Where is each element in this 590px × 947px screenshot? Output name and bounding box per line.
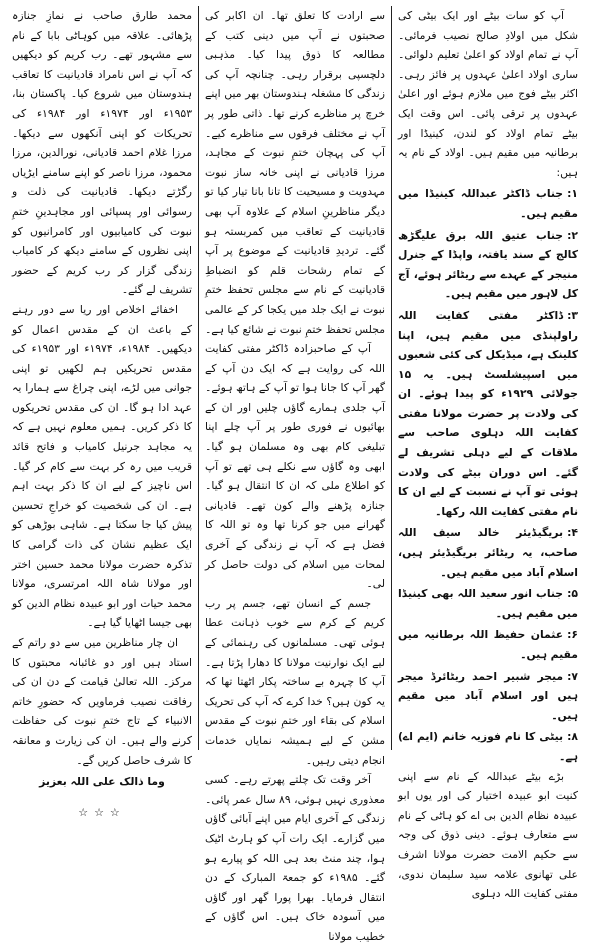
column-right [392, 6, 584, 901]
column-middle [199, 6, 392, 943]
paragraph: بڑے بیٹے عبداللہ کے نام سے اپنی کنیت ابو عبیدہ اختیار کی اور یوں ابو عبیدہ نظام الدین بی اے کو ہاٹی کے نام سے متعارف ہوئے۔ دینی ذوق کی وجہ سے حکیم الامت حضرت مولانا اشرف علی تھانوی علامہ سید سلیمان ندوی، مفتی کفایت اللہ دہلوی [398, 769, 578, 901]
list-item-text: عثمان حفیظ اللہ برطانیہ میں مقیم ہیں۔ [398, 628, 578, 661]
list-item-number: ۳: [567, 308, 578, 322]
list-item [398, 625, 578, 664]
paragraph: سے ارادت کا تعلق تھا۔ ان اکابر کی صحبتوں نے آپ میں دینی کتب کے مطالعہ کا ذوق پیدا کیا۔ مذہبی دلچسپی برقرار رہی۔ چنانچہ آپ کی زندگی کا مشغلہ ہندوستان بھر میں اپنے خرچ پر مناظرے کرنے تھا۔ ذاتی طور پر آپ نے مختلف فرقوں سے مناظرے کیے۔ آپ کی پہچان ختمِ نبوت کے مجاہد، مرزا قادیانی نے اپنی خانہ ساز نبوت مہدویت و مسیحیت کا تانا بانا تیار کیا تو دیگر مناظرینِ اسلام کے علاوہ آپ بھی قادیانیت کے تعاقب میں کمربستہ ہو گئے۔ تردیدِ قادیانیت کے موضوع پر آپ کے تمام رشحات قلم کو انضباطِ قادیانیت کے نام سے مجلس تحفظ ختمِ نبوت نے ایک جلد میں یکجا کر کے عالمی مجلس تحفظ ختمِ نبوت نے شائع کیا ہے۔ [204, 9, 385, 336]
list-item-text: جناب ڈاکٹر عبداللہ کینیڈا میں مقیم ہیں۔ [398, 187, 578, 220]
paragraph: جسم کے انسان تھے، جسم پر رب کریم کے کرم سے خوب ذہانت عطا ہوئی تھی۔ مسلمانوں کی رہنمائی کے لیے ایک نوارنیت مولانا کا دھارا پڑتا ہے۔ آپ کا چہرہ بے ساختہ پکار اٹھتا تھا کہ یہ کون ہیں؟ خدا کرے کہ آپ کی تحریک اسلام کی بقاء اور ختمِ نبوت کے مقدس مشن کے لیے ہمیشہ نمایاں خدمات انجام دیتی رہیں۔ [205, 596, 385, 767]
paragraph: آپ کے صاحبزادہ ڈاکٹر مفتی کفایت اللہ کی روایت ہے کہ ایک دن آپ کے گھر آپ کا جانا ہوا تو آپ کے ہاتھ ہوئے۔ آپ جلدی ہمارے گاؤں چلیں اور ان کے بھائیوں نے فوری طور پر آپ چلے اپنا تبلیغی کام بھی وہ مسلمان ہو گیا۔ ابھی وہ گاؤں سے نکلے ہی تھے تو آپ کو اطلاع ملی کہ ان کا انتقال ہو گیا۔ جنازہ پڑھنے والے کون تھے۔ قادیانی گھرانے میں جو کرنا تھا وہ تو اللہ کا فضل ہے کہ آپ نے زندگی کے آخری لمحات میں اسلام کی دولت حاصل کر لی۔ [205, 342, 385, 591]
list-item [398, 523, 578, 582]
list-item-number: ۵: [567, 587, 578, 601]
list-item-text: بریگیڈیئر خالد سیف اللہ صاحب، یہ ریٹائر بریگیڈیئر ہیں، اسلام آباد میں مقیم ہیں۔ [398, 526, 578, 579]
paragraph: ان چار مناظرین میں سے دو راتم کے استاد ہیں اور دو غائبانہ محبتوں کا مرکز۔ اللہ تعالیٰ قیامت کے دن ان کی رفاقت نصیب فرماویں کہ حضورِ خاتم الانبیاء کے تاج ختمِ نبوت کی حفاظت کرنے والے ہیں۔ ان کی زیارت و معانقہ کا شرف حاصل کریں گے۔ [12, 636, 192, 767]
children-list [398, 184, 578, 766]
list-item-text: جناب انور سعید اللہ بھی کینیڈا میں مقیم ہیں۔ [398, 587, 578, 620]
closing-verse: وما ذالک علی اللہ بعزیز [39, 775, 165, 789]
paragraph: اخفائے اخلاص اور ریا سے دور رہنے کے باعث ان کے مقدس اعمال کو دیکھیں۔ ۱۹۸۴ء، ۱۹۷۴ء اور ۱۹۵۳ء کی مقدس تحریکیں ہم لکھیں تو اپنی جوانی میں لڑے، اپنی چراغ سے ہمارا یہ عہد ادا ہو گا۔ ان کی مقدس تحریکوں کا ذکر کریں۔ ہمیں معلوم نہیں ہے کہ یہ مجاہد جرنیل کامیاب و فاتح قائد قریب میں رہ کر بہت سے کام کر گیا۔ اس ناچیز کے لیے ان کا ذکر بہت اہم ہے۔ ان کی شخصیت کو خراجِ تحسین پیش کیا جا سکتا ہے۔ شاہی بوڑھی کو ایک عظیم نشان کی ذات گرامی کا تذکرہ حضرت مولانا محمد حسین اختر اور مولانا شاہ اللہ امرتسری، مولانا محمد حیات اور ابو عبیدہ نظام الدین کو بھی جیسا اٹھایا گیا ہے۔ [12, 302, 192, 630]
paragraph: آخر وقت تک چلتے پھرتے رہے۔ کسی معذوری نہیں ہوئی، ۸۹ سال عمر پائی۔ زندگی کے آخری ایام میں اپنے آبائی گاؤں میں گزارے۔ ایک رات آپ کو ہارٹ اٹیک ہوا، چند منٹ بعد ہی اللہ کو پیارے ہو گئے۔ ۱۹۸۵ء کو جمعۃ المبارک کے دن انتقال فرمایا۔ بھرا پورا گھر اور گاؤں میں آسودہ خاک ہیں۔ اس گاؤں کے خطیب مولانا [205, 773, 385, 943]
list-item [398, 584, 578, 623]
list-item-number: ۸: [567, 730, 578, 744]
star-divider-icon: ☆☆☆ [78, 805, 126, 819]
column-left [6, 6, 199, 819]
list-item-number: ۲: [567, 228, 578, 242]
list-item-number: ۷: [567, 669, 578, 683]
list-item [398, 667, 578, 726]
list-item-number: ۱: [567, 187, 578, 201]
list-item-text: بیٹی کا نام فوزیہ خانم (ایم اے) ہے۔ [398, 730, 578, 763]
list-item [398, 727, 578, 766]
list-item-number: ۴: [567, 526, 578, 540]
list-item [398, 226, 578, 304]
list-item [398, 306, 578, 522]
paragraph: آپ کو سات بیٹے اور ایک بیٹی کی شکل میں اولادِ صالح نصیب فرمائی۔ آپ نے تمام اولاد کو اعلیٰ تعلیم دلوائی۔ ساری اولاد اعلیٰ عہدوں پر فائز رہی۔ اکثر بیٹے فوج میں ملازم ہوئے اور اعلیٰ عہدوں پر ترقی پائی۔ اس وقت ایک بیٹے تمام اولاد کو لندن، کینیڈا اور برطانیہ میں مقیم ہیں۔ اولاد کے نام یہ ہیں: [398, 9, 578, 179]
list-item-number: ۶: [567, 628, 578, 642]
list-item-text: میجر شبیر احمد ریٹائرڈ میجر ہیں اور اسلام آباد میں مقیم ہیں۔ [398, 669, 578, 722]
list-item [398, 184, 578, 223]
list-item-text: جناب عتیق اللہ برق علیگڑھ کالج کے سند یافتہ، واپڈا کے جنرل منیجر کے عہدے سے ریٹائر ہوئے، آج کل لاہور میں مقیم ہیں۔ [398, 228, 578, 301]
paragraph: محمد طارق صاحب نے نمازِ جنازہ پڑھائی۔ علاقہ میں کوہاٹی بابا کے نام سے مشہور تھے۔ رب کریم کو دیکھیں کہ آپ نے اس نامراد قادیانیت کا تعاقب ہندوستان میں شروع کیا۔ پاکستان بنا، ۱۹۵۳ء اور ۱۹۷۴ء اور ۱۹۸۴ء کی تحریکات کو اپنی آنکھوں سے دیکھا۔ مرزا غلام احمد قادیانی، نورالدین، مرزا محمود، مرزا ناصر کو اپنے سامنے ایڑیاں رگڑتے دیکھا۔ قادیانیت کی ذلت و رسوائی اور پسپائی اور مجاہدینِ ختمِ نبوت کی کامیابیوں اور کامرانیوں کو اپنی نظروں کے سامنے دیکھ کر کامیاب زندگی گزار کر رب کریم کے حضور تشریف لے گئے۔ [12, 9, 192, 297]
list-item-text: ڈاکٹر مفتی کفایت اللہ راولپنڈی میں مقیم ہیں، اپنا کلینک ہے، میڈیکل کی کئی شعبوں میں اسپیشلسٹ ہیں۔ یہ ۱۵ جولائی ۱۹۲۹ء کو پیدا ہوئے۔ ان کی ولادت پر حضرت مولانا مفتی کفایت اللہ دہلوی صاحب سے ملاقات کے لیے دہلی تشریف لے گئے۔ اس دوران بیٹے کی ولادت ہوئی تو آپ نے نسبت کے لیے ان کا نام مفتی کفایت اللہ رکھا۔ [398, 308, 578, 518]
